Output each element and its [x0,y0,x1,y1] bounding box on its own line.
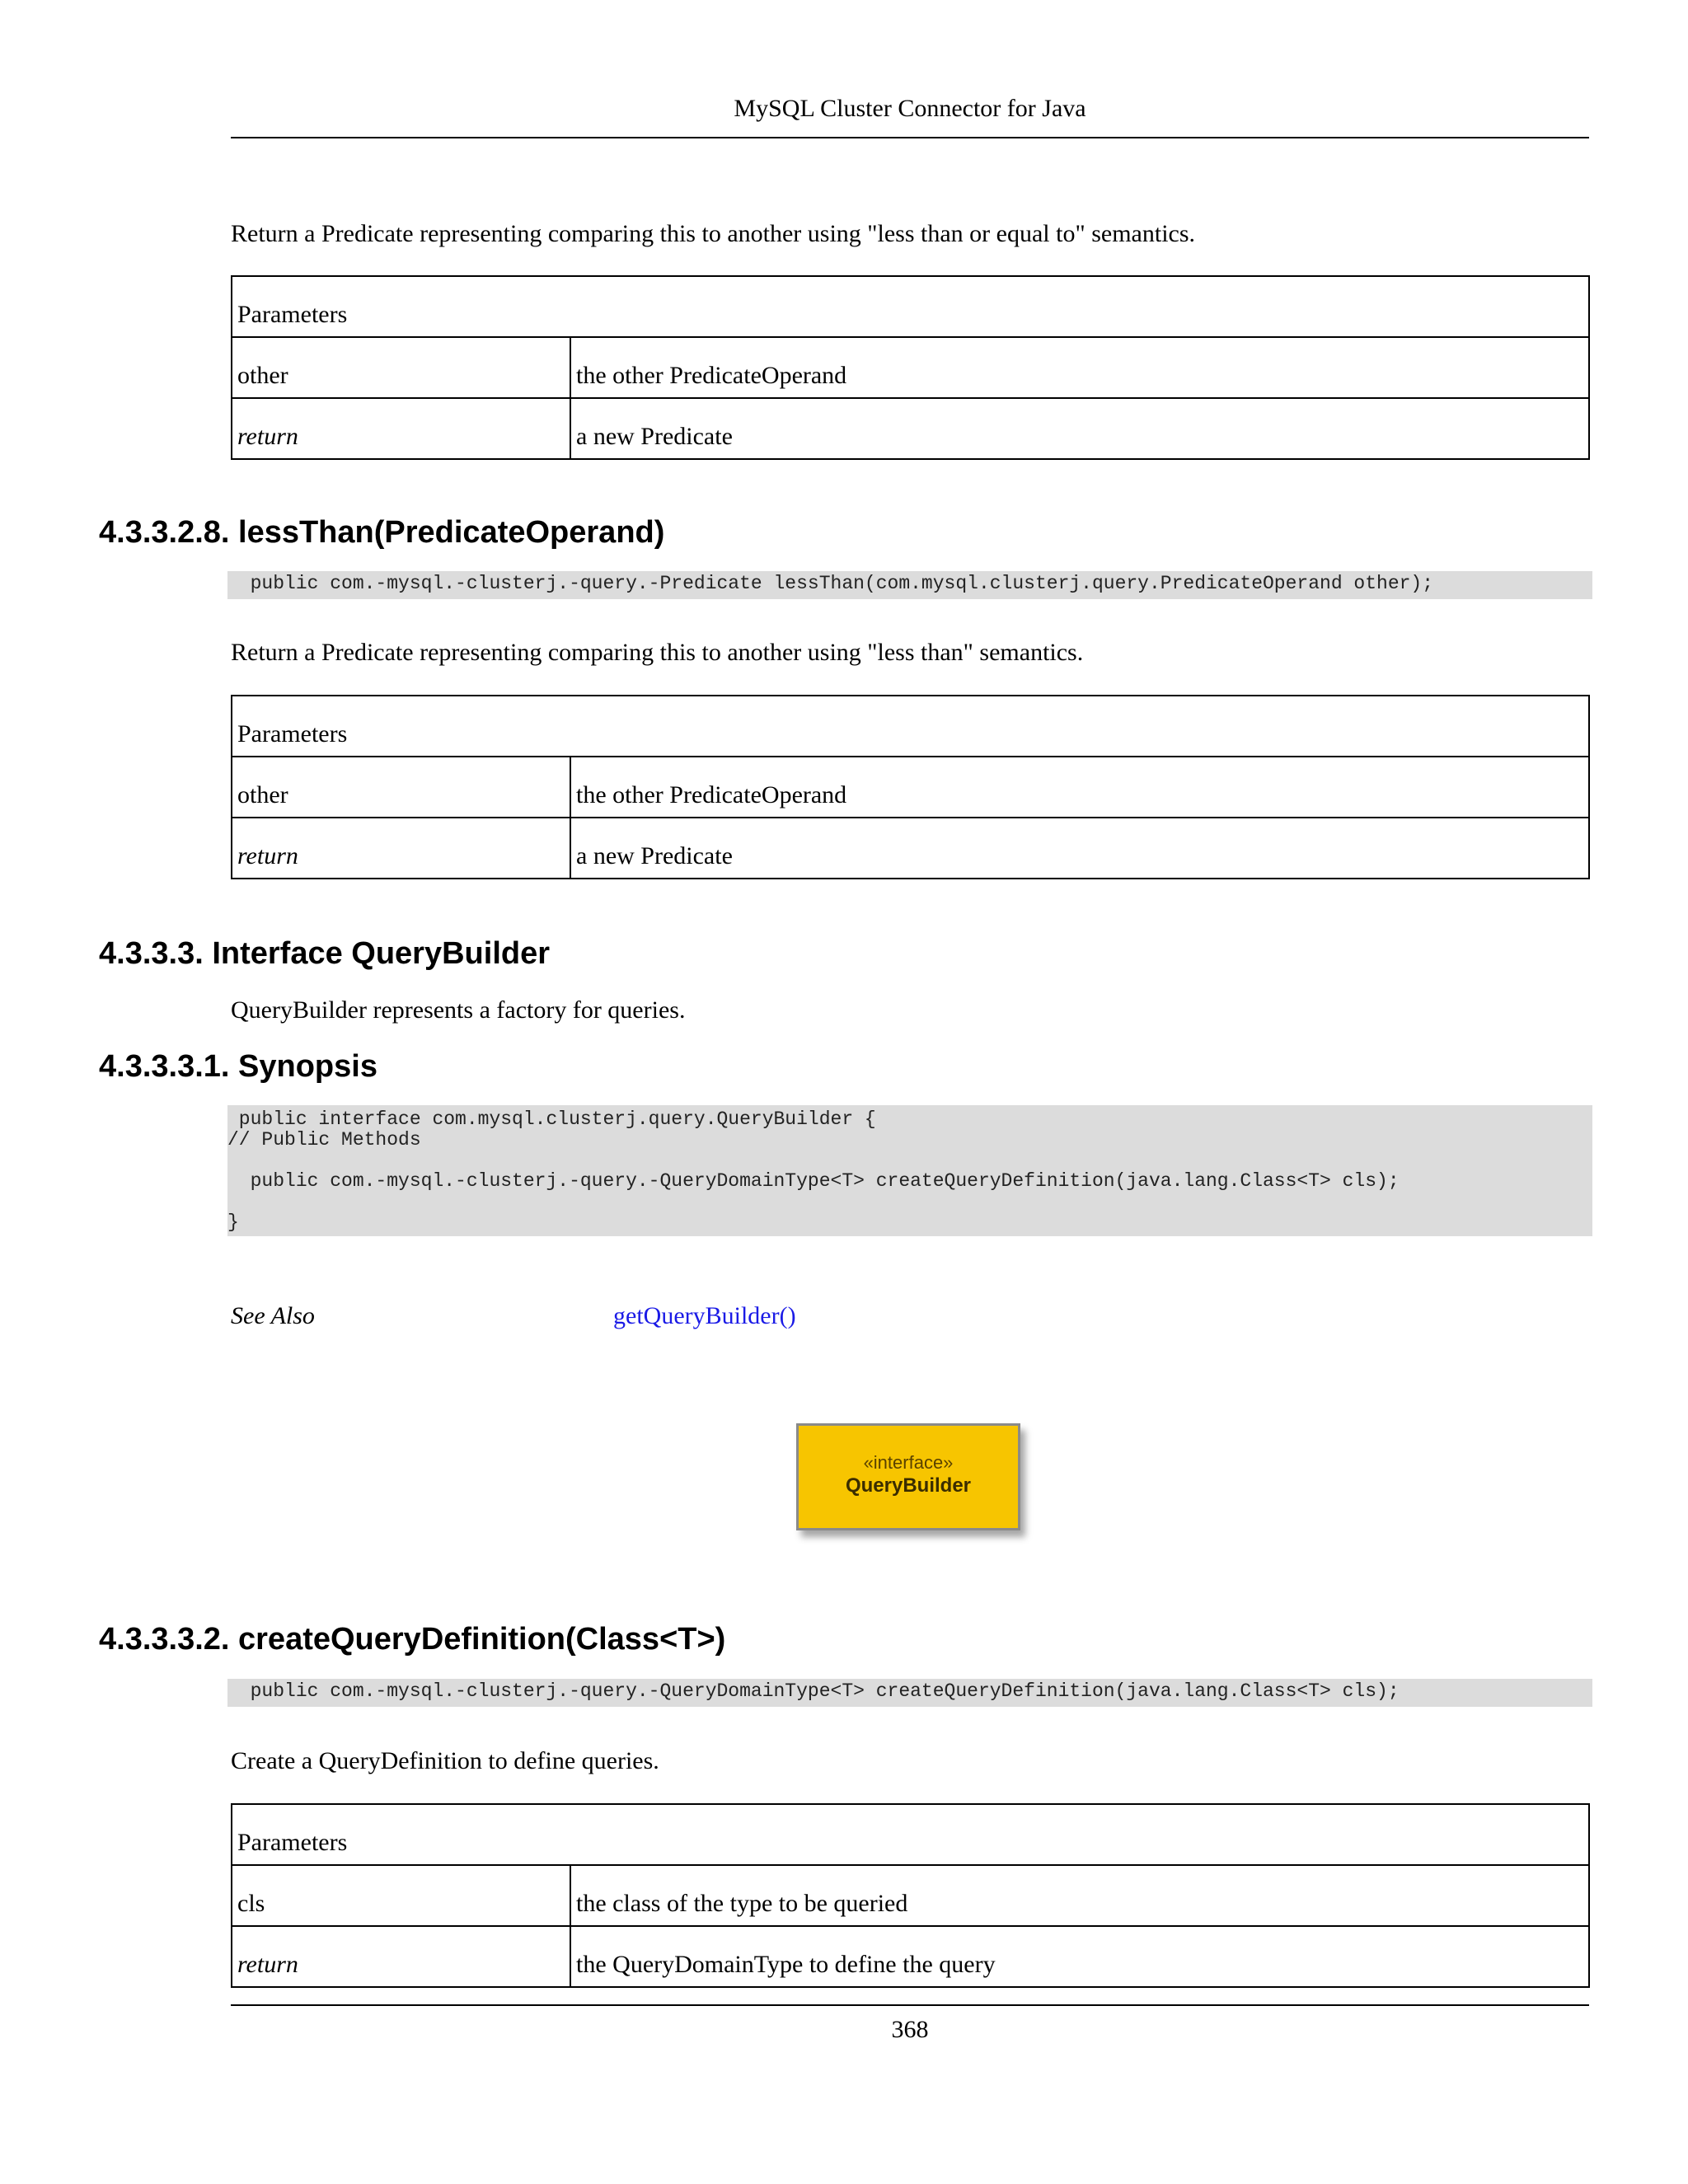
parameters-table-createquery [231,1803,1590,1988]
table-header: Parameters [232,696,1589,757]
uml-interface-diagram [796,1423,1020,1530]
param-desc: the other PredicateOperand [570,757,1589,818]
table-row [232,398,1589,459]
table-row [232,1865,1589,1926]
footer-rule [231,2004,1589,2006]
section-heading-querybuilder: 4.3.3.3. Interface QueryBuilder [99,936,551,971]
code-block-lessthan: public com.-mysql.-clusterj.-query.-Predicate lessThan(com.mysql.clusterj.query.PredicateOperand other); [227,571,1592,599]
see-also-link[interactable]: getQueryBuilder() [613,1302,796,1329]
param-name: other [232,757,570,818]
intro-paragraph: Return a Predicate representing comparing this to another using "less than or equal to" semantics. [231,220,1196,247]
section-heading-createquery: 4.3.3.3.2. createQueryDefinition(Class<T>) [99,1622,726,1657]
code-line: public com.-mysql.-clusterj.-query.-QueryDomainType<T> createQueryDefinition(java.lang.Class<T> cls); [227,1170,1400,1192]
param-name: other [232,337,570,398]
lessthan-description: Return a Predicate representing comparing this to another using "less than" semantics. [231,639,1084,666]
createquery-description: Create a QueryDefinition to define queries. [231,1747,659,1774]
param-desc: a new Predicate [570,818,1589,879]
table-row [232,1926,1589,1987]
table-row [232,337,1589,398]
param-name: return [232,818,570,879]
section-heading-lessthan: 4.3.3.2.8. lessThan(PredicateOperand) [99,515,665,550]
section-heading-synopsis: 4.3.3.3.1. Synopsis [99,1049,377,1084]
see-also-label: See Also [231,1302,315,1329]
param-name: return [232,398,570,459]
code-block-createquery: public com.-mysql.-clusterj.-query.-QueryDomainType<T> createQueryDefinition(java.lang.Class<T> cls); [227,1679,1592,1707]
param-name: cls [232,1865,570,1926]
table-row [232,757,1589,818]
code-line [227,1151,1592,1171]
parameters-table-lessequal [231,275,1590,460]
param-desc: the class of the type to be queried [570,1865,1589,1926]
table-header: Parameters [232,276,1589,337]
querybuilder-description: QueryBuilder represents a factory for queries. [231,996,686,1024]
page-header: MySQL Cluster Connector for Java [734,95,1086,122]
param-desc: the QueryDomainType to define the query [570,1926,1589,1987]
code-line: } [227,1212,239,1233]
uml-class-name: QueryBuilder [845,1474,972,1497]
param-desc: the other PredicateOperand [570,337,1589,398]
code-line: public interface com.mysql.clusterj.query.QueryBuilder { [227,1108,876,1130]
code-block-synopsis [227,1105,1592,1236]
param-desc: a new Predicate [570,398,1589,459]
parameters-table-lessthan [231,695,1590,879]
code-line: // Public Methods [227,1129,421,1151]
code-line [227,1192,1592,1212]
uml-stereotype: «interface» [863,1452,954,1473]
param-name: return [232,1926,570,1987]
table-header: Parameters [232,1804,1589,1865]
header-rule [231,137,1589,138]
page-number: 368 [891,2016,929,2043]
table-row [232,818,1589,879]
